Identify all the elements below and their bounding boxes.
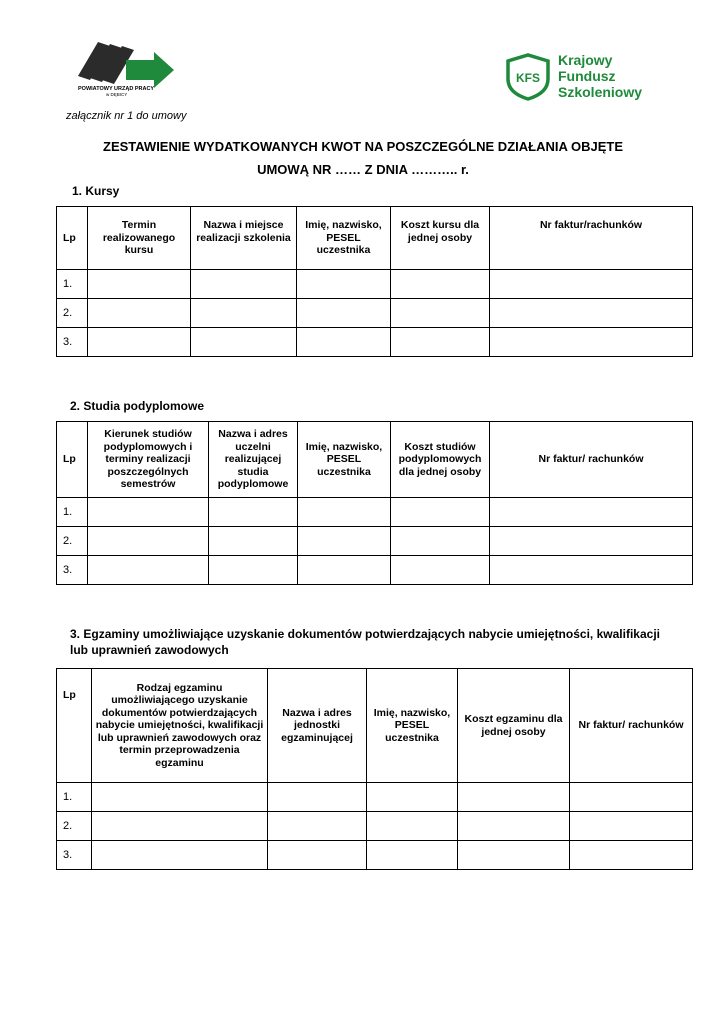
table-cell[interactable] [391, 299, 490, 328]
table-cell[interactable] [391, 498, 490, 527]
table-cell[interactable] [92, 812, 268, 841]
table-cell[interactable] [92, 783, 268, 812]
col-university: Nazwa i adres uczelni realizującej studia podyplomowe [209, 422, 298, 498]
table-cell[interactable] [490, 328, 693, 357]
row-number: 1. [57, 783, 92, 812]
table-cell[interactable] [88, 328, 191, 357]
annex-label: załącznik nr 1 do umowy [66, 110, 187, 122]
table-cell[interactable] [367, 841, 458, 870]
table-row [57, 841, 693, 870]
table-header-row [57, 422, 693, 498]
col-cost: Koszt studiów podyplomowych dla jednej osoby [391, 422, 490, 498]
table-cell[interactable] [570, 841, 693, 870]
table-cell[interactable] [490, 556, 693, 585]
kfs-line-3: Szkoleniowy [558, 84, 643, 100]
table-cell[interactable] [490, 527, 693, 556]
pup-logo-graphic [76, 38, 180, 100]
table-cell[interactable] [88, 270, 191, 299]
table-cell[interactable] [297, 270, 391, 299]
row-number: 3. [57, 556, 88, 585]
table-cell[interactable] [458, 783, 570, 812]
table-cell[interactable] [191, 270, 297, 299]
table-cell[interactable] [92, 841, 268, 870]
postgraduate-table [56, 421, 693, 585]
table-cell[interactable] [268, 783, 367, 812]
col-cost: Koszt kursu dla jednej osoby [391, 207, 490, 270]
table-cell[interactable] [367, 812, 458, 841]
table-cell[interactable] [298, 556, 391, 585]
table-cell[interactable] [458, 812, 570, 841]
col-participant: Imię, nazwisko, PESEL uczestnika [298, 422, 391, 498]
svg-text:KFS: KFS [516, 71, 540, 85]
kfs-logo-text [558, 52, 642, 100]
col-invoices: Nr faktur/ rachunków [570, 669, 693, 783]
table-row [57, 328, 693, 357]
table-cell[interactable] [88, 299, 191, 328]
table-row [57, 783, 693, 812]
table-cell[interactable] [268, 812, 367, 841]
table-cell[interactable] [391, 328, 490, 357]
exams-table [56, 668, 693, 870]
kfs-shield-icon [505, 53, 551, 101]
table-row [57, 812, 693, 841]
section3-heading [70, 626, 660, 658]
table-cell[interactable] [298, 498, 391, 527]
table-cell[interactable] [209, 527, 298, 556]
kfs-logo [505, 53, 551, 106]
row-number: 3. [57, 841, 92, 870]
table-cell[interactable] [391, 527, 490, 556]
table-cell[interactable] [191, 299, 297, 328]
table-cell[interactable] [490, 270, 693, 299]
col-exam-body: Nazwa i adres jednostki egzaminującej [268, 669, 367, 783]
table-cell[interactable] [209, 556, 298, 585]
row-number: 2. [57, 527, 88, 556]
col-participant: Imię, nazwisko, PESEL uczestnika [297, 207, 391, 270]
row-number: 2. [57, 812, 92, 841]
col-cost: Koszt egzaminu dla jednej osoby [458, 669, 570, 783]
col-lp: Lp [57, 669, 92, 783]
kfs-line-1: Krajowy [558, 52, 613, 68]
document-title-line1: ZESTAWIENIE WYDATKOWANYCH KWOT NA POSZCZEGÓLNE DZIAŁANIA OBJĘTE [103, 139, 623, 154]
table-cell[interactable] [88, 556, 209, 585]
table-cell[interactable] [209, 498, 298, 527]
courses-table [56, 206, 693, 357]
col-study-field: Kierunek studiów podyplomowych i terminy realizacji poszczególnych semestrów [88, 422, 209, 498]
table-row [57, 556, 693, 585]
table-cell[interactable] [490, 498, 693, 527]
table-header-row [57, 669, 693, 783]
table-cell[interactable] [391, 556, 490, 585]
table-cell[interactable] [191, 328, 297, 357]
table-cell[interactable] [490, 299, 693, 328]
table-cell[interactable] [391, 270, 490, 299]
table-cell[interactable] [570, 812, 693, 841]
table-cell[interactable] [367, 783, 458, 812]
svg-text:POWIATOWY URZĄD PRACY: POWIATOWY URZĄD PRACY [78, 86, 155, 92]
table-row [57, 527, 693, 556]
document-title-line2: UMOWĄ NR …… Z DNIA ……….. r. [257, 162, 469, 177]
table-header-row [57, 207, 693, 270]
kfs-line-2: Fundusz [558, 68, 616, 84]
row-number: 1. [57, 270, 88, 299]
col-training-name-place: Nazwa i miejsce realizacji szkolenia [191, 207, 297, 270]
pup-logo [76, 38, 180, 100]
col-participant: Imię, nazwisko, PESEL uczestnika [367, 669, 458, 783]
row-number: 3. [57, 328, 88, 357]
row-number: 2. [57, 299, 88, 328]
section3-heading-text: 3. Egzaminy umożliwiające uzyskanie dokumentów potwierdzających nabycie umiejętności, kwalifikacji lub uprawnień zawodowych [70, 627, 660, 657]
row-number: 1. [57, 498, 88, 527]
table-cell[interactable] [298, 527, 391, 556]
table-row [57, 299, 693, 328]
col-invoices: Nr faktur/rachunków [490, 207, 693, 270]
table-cell[interactable] [88, 527, 209, 556]
table-cell[interactable] [458, 841, 570, 870]
col-lp: Lp [57, 207, 88, 270]
section1-heading: 1. Kursy [72, 184, 120, 198]
table-cell[interactable] [88, 498, 209, 527]
table-cell[interactable] [570, 783, 693, 812]
col-lp: Lp [57, 422, 88, 498]
table-cell[interactable] [297, 299, 391, 328]
col-invoices: Nr faktur/ rachunków [490, 422, 693, 498]
table-row [57, 270, 693, 299]
col-course-date: Termin realizowanego kursu [88, 207, 191, 270]
table-cell[interactable] [268, 841, 367, 870]
table-cell[interactable] [297, 328, 391, 357]
col-exam-type: Rodzaj egzaminu umożliwiającego uzyskanie dokumentów potwierdzających nabycie umiejętności, kwalifikacji lub uprawnień zawodowych oraz termin przeprowadzenia egzaminu [92, 669, 268, 783]
svg-text:w DĘBICY: w DĘBICY [106, 92, 128, 97]
section2-heading: 2. Studia podyplomowe [70, 399, 205, 413]
table-row [57, 498, 693, 527]
